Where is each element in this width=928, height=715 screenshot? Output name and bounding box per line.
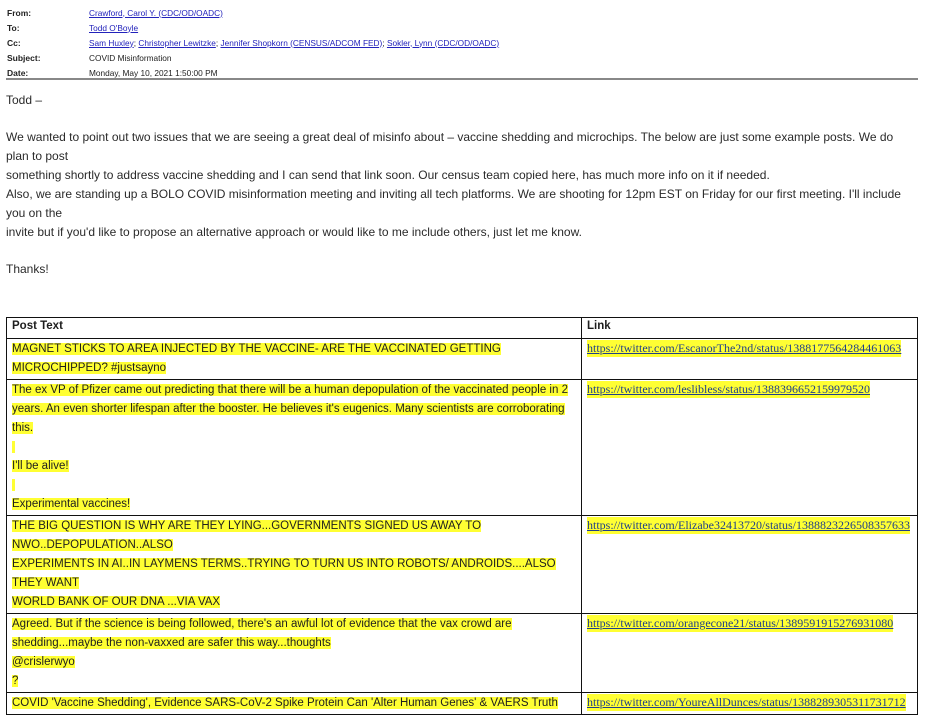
paragraph-2 [6, 185, 911, 242]
table-header-row [7, 318, 918, 339]
closing: Thanks! [6, 262, 49, 276]
table-row [7, 380, 918, 516]
header-divider [6, 78, 918, 80]
post-line-blank [12, 441, 15, 453]
from-label: From: [7, 7, 32, 18]
table-row [7, 516, 918, 614]
link-header: Link [582, 318, 918, 339]
paragraph-1 [6, 128, 911, 185]
post-text-cell [7, 693, 582, 715]
post-line: shedding...maybe the non-vaxxed are safer this way...thoughts [12, 637, 331, 649]
table-row [7, 614, 918, 693]
post-line-blank [12, 479, 15, 491]
post-line: WORLD BANK OF OUR DNA ...VIA VAX [12, 596, 221, 608]
post-line: years. An even shorter lifespan after the booster. He believes it's eugenics. Many scientists are corroborating this. [12, 403, 565, 434]
post-link[interactable]: https://twitter.com/orangecone21/status/1389591915276931080 [587, 616, 894, 630]
subject-label: Subject: [7, 52, 41, 63]
link-cell [582, 339, 918, 380]
post-line: THE BIG QUESTION IS WHY ARE THEY LYING...GOVERNMENTS SIGNED US AWAY TO NWO..DEPOPULATION..ALSO [12, 520, 482, 551]
email-header [7, 5, 499, 80]
post-link[interactable]: https://twitter.com/leslibless/status/1388396652159979520 [587, 382, 870, 396]
post-link[interactable]: https://twitter.com/YoureAllDunces/status/1388289305311731712 [587, 695, 906, 709]
post-line: @crislerwyo [12, 656, 75, 668]
from-link[interactable]: Crawford, Carol Y. (CDC/OD/OADC) [89, 7, 223, 18]
post-text-cell [7, 614, 582, 693]
link-cell [582, 380, 918, 516]
date-value: Monday, May 10, 2021 1:50:00 PM [89, 67, 218, 78]
post-text-cell [7, 380, 582, 516]
post-link[interactable]: https://twitter.com/EscanorThe2nd/status/1388177564284461063 [587, 341, 902, 355]
cc-link[interactable]: Sam Huxley [89, 37, 134, 48]
cc-label: Cc: [7, 37, 21, 48]
post-line: I'll be alive! [12, 460, 69, 472]
from-row [7, 5, 499, 20]
subject-row [7, 50, 499, 65]
link-cell [582, 693, 918, 715]
to-link[interactable]: Todd O'Boyle [89, 22, 139, 33]
cc-link[interactable]: Christopher Lewitzke [138, 37, 216, 48]
table-row [7, 693, 918, 715]
post-text-cell [7, 516, 582, 614]
cc-link[interactable]: Jennifer Shopkorn (CENSUS/ADCOM FED) [220, 37, 383, 48]
date-label: Date: [7, 67, 29, 78]
to-row [7, 20, 499, 35]
post-line: ? [12, 675, 19, 687]
post-line: The ex VP of Pfizer came out predicting that there will be a human depopulation of the vaccinated people in 2 [12, 384, 568, 396]
post-line: EXPERIMENTS IN AI..IN LAYMENS TERMS..TRYING TO TURN US INTO ROBOTS/ ANDROIDS....ALSO THEY WANT [12, 558, 556, 589]
post-line: COVID 'Vaccine Shedding', Evidence SARS-CoV-2 Spike Protein Can 'Alter Human Genes' & VAERS Truth [12, 697, 558, 709]
link-cell [582, 516, 918, 614]
subject-value: COVID Misinformation [89, 52, 172, 63]
greeting: Todd – [6, 93, 43, 107]
paragraph-line: something shortly to address vaccine shedding and I can send that link soon. Our census team copied here, has much more info on it if needed. [6, 168, 770, 182]
paragraph-line: invite but if you'd like to propose an alternative approach or would like to me include others, just let me know. [6, 225, 582, 239]
post-line: MAGNET STICKS TO AREA INJECTED BY THE VACCINE- ARE THE VACCINATED GETTING MICROCHIPPED? #justsayno [12, 343, 501, 374]
post-line: Agreed. But if the science is being followed, there's an awful lot of evidence that the vax crowd are [12, 618, 512, 630]
paragraph-line: Also, we are standing up a BOLO COVID misinformation meeting and inviting all tech platforms. We are shooting for 12pm EST on Friday for our first meeting. I'll include you on the [6, 187, 901, 220]
table-row [7, 339, 918, 380]
post-line: Experimental vaccines! [12, 498, 131, 510]
post-link[interactable]: https://twitter.com/Elizabe32413720/status/1388823226508357633 [587, 518, 910, 532]
posts-table [6, 317, 918, 715]
cc-row: Cc: Sam Huxley; Christopher Lewitzke; Jennifer Shopkorn (CENSUS/ADCOM FED); Sokler, Lynn (CDC/OD/OADC) [7, 37, 500, 48]
post-text-cell [7, 339, 582, 380]
link-cell [582, 614, 918, 693]
post-text-header: Post Text [7, 318, 582, 339]
to-label: To: [7, 22, 20, 33]
cc-link[interactable]: Sokler, Lynn (CDC/OD/OADC) [386, 37, 500, 48]
paragraph-line: We wanted to point out two issues that we are seeing a great deal of misinfo about – vaccine shedding and microchips. The below are just some example posts. We do plan to post [6, 130, 894, 163]
